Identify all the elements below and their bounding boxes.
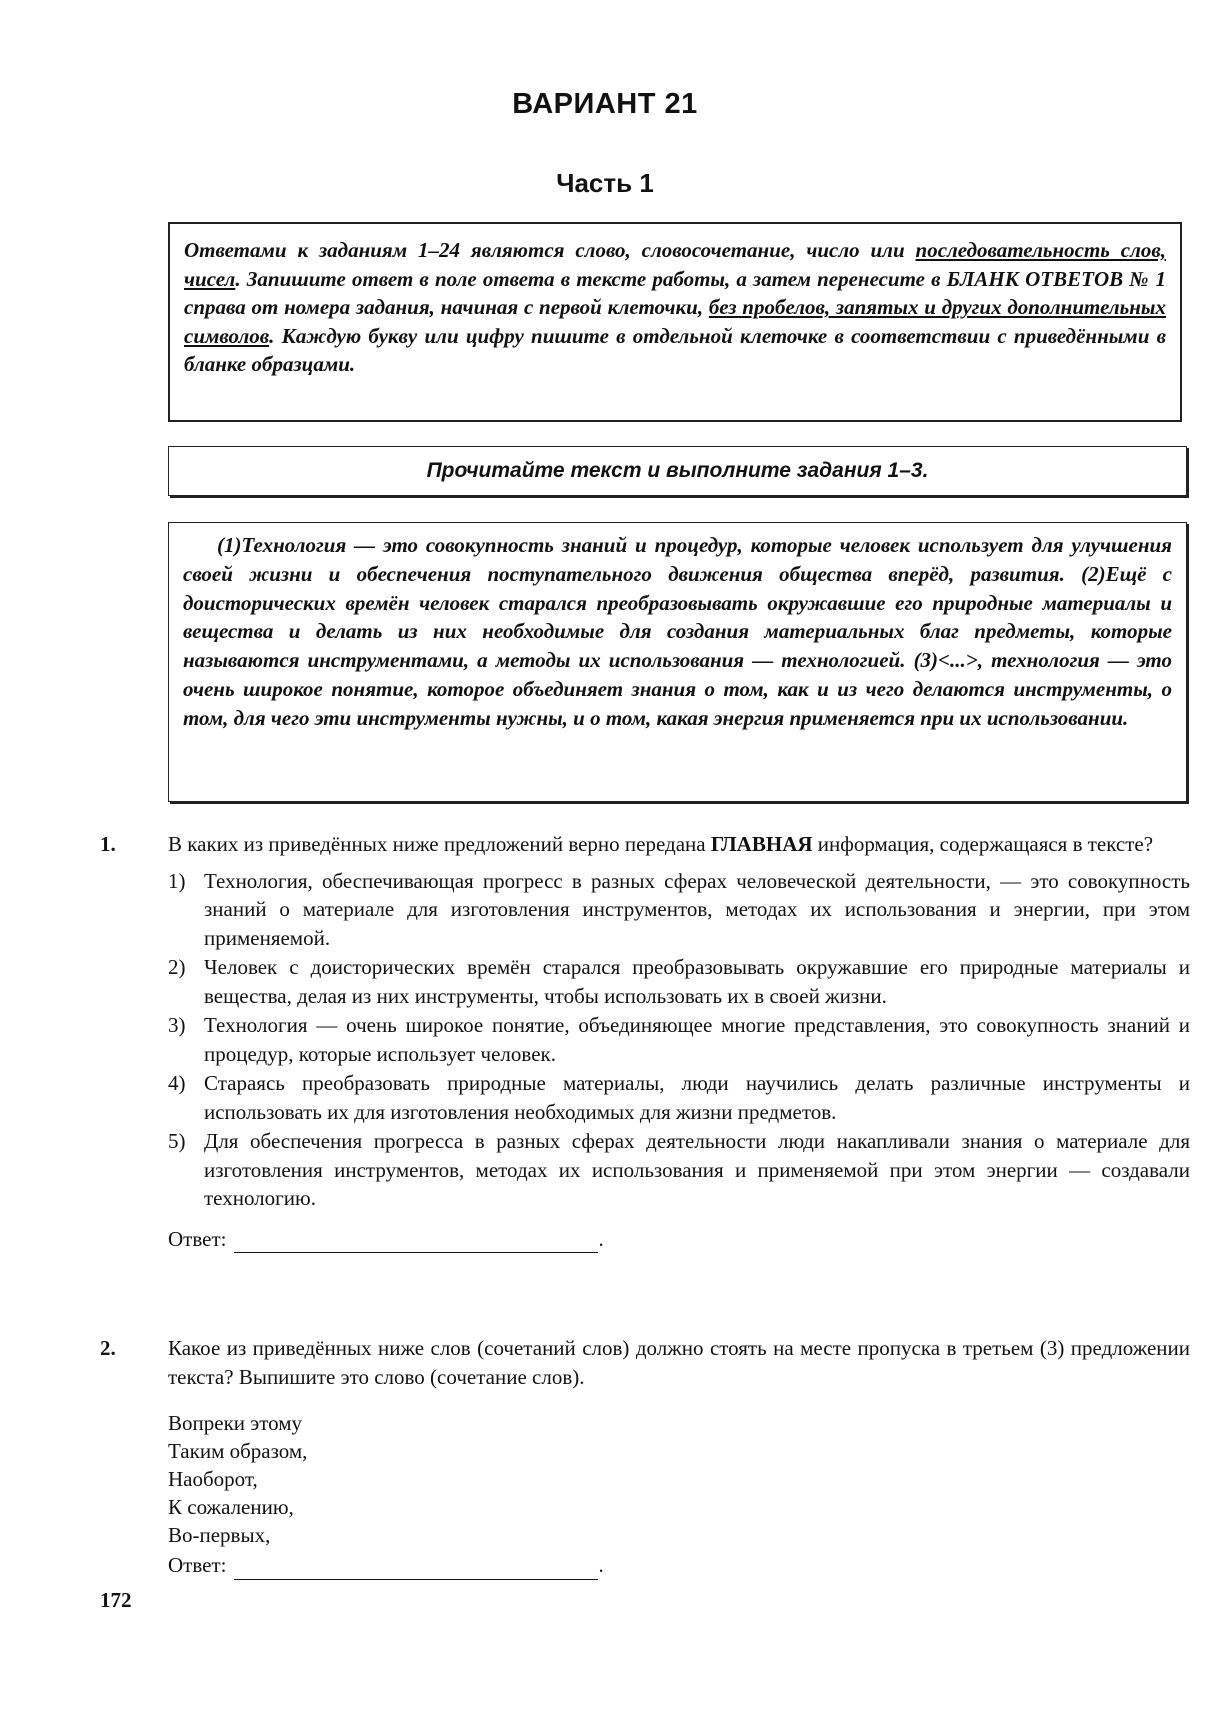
task-2-answer	[168, 1551, 1190, 1580]
task-1-option	[168, 1011, 1190, 1068]
option-text: Стараясь преобразовать природные материалы, люди научились делать различные инструменты и использовать их для изготовления необходимых для жизни предметов.	[204, 1071, 1190, 1124]
option-text: Человек с доисторических времён старался преобразовывать окружавшие его природные материалы и вещества, делая из них инструменты, чтобы использовать их в своей жизни.	[204, 955, 1190, 1008]
answer-period: .	[598, 1553, 604, 1577]
word-option: Таким образом,	[168, 1439, 308, 1463]
instructions-text	[184, 236, 1166, 379]
answer-field[interactable]	[234, 1230, 598, 1253]
task-1	[100, 830, 1190, 1253]
task-1-number: 1.	[100, 832, 116, 856]
task-2-words	[168, 1409, 1190, 1549]
task-2-number: 2.	[100, 1336, 116, 1360]
task-2	[100, 1334, 1190, 1580]
instruction-part-3: . Каждую букву или цифру пишите в отдельной клеточке в соответствии с приведёнными в бланке образцами.	[184, 323, 1166, 376]
option-text: Для обеспечения прогресса в разных сферах деятельности люди накапливали знания о материале для изготовления инструментов, методах их использования и применяемой при этом энергии — создавали технологию.	[204, 1129, 1190, 1210]
page-number: 172	[100, 1588, 132, 1612]
option-number: 4)	[168, 1071, 186, 1095]
task-1-option	[168, 1127, 1190, 1213]
option-number: 2)	[168, 955, 186, 979]
read-prompt: Прочитайте текст и выполните задания 1–3.	[426, 459, 929, 482]
answer-label: Ответ:	[168, 1553, 227, 1577]
task-1-question-end: информация, содержащаяся в тексте?	[812, 832, 1154, 856]
instruction-underline-1: последовательность слов, чисел	[184, 238, 1166, 291]
word-option: Наоборот,	[168, 1467, 258, 1491]
instructions-box	[168, 222, 1182, 422]
task-1-question-emphasis: ГЛАВНАЯ	[710, 832, 813, 856]
task-1-question	[168, 830, 1190, 859]
option-text: Технология — очень широкое понятие, объединяющее многие представления, это совокупность знаний и процедур, которые использует человек.	[204, 1013, 1190, 1066]
task-1-option	[168, 867, 1190, 953]
word-option: Во-первых,	[168, 1523, 271, 1547]
part-title: Часть 1	[556, 168, 654, 198]
reading-text-box	[168, 522, 1187, 802]
task-1-option	[168, 953, 1190, 1010]
instruction-part-2: . Запишите ответ в поле ответа в тексте работы, а затем перенесите в БЛАНК ОТВЕТОВ № 1 справа от номера задания, начиная с первой клеточки,	[184, 266, 1166, 319]
task-1-answer	[168, 1225, 1190, 1254]
answer-period: .	[598, 1226, 604, 1251]
answer-field[interactable]	[234, 1557, 598, 1580]
task-1-question-start: В каких из приведённых ниже предложений верно передана	[168, 832, 711, 856]
option-number: 3)	[168, 1013, 186, 1037]
option-number: 5)	[168, 1129, 186, 1153]
instruction-underline-2: без пробелов, запятых и других дополнительных символов	[184, 295, 1166, 348]
word-option: К сожалению,	[168, 1495, 294, 1519]
task-1-options	[168, 867, 1190, 1213]
option-text: Технология, обеспечивающая прогресс в разных сферах человеческой деятельности, — это совокупность знаний о материале для изготовления инструментов, методах их использования и энергии, при этом применяемой.	[204, 868, 1190, 950]
variant-title: ВАРИАНТ 21	[512, 88, 698, 120]
task-2-question: Какое из приведённых ниже слов (сочетаний слов) должно стоять на месте пропуска в третьем (3) предложении текста? Выпишите это слово (сочетание слов).	[168, 1336, 1190, 1389]
read-prompt-box	[168, 446, 1187, 496]
option-number: 1)	[168, 868, 186, 893]
task-1-option	[168, 1069, 1190, 1126]
answer-label: Ответ:	[168, 1226, 227, 1251]
instruction-part-1: Ответами к заданиям 1–24 являются слово, словосочетание, число или	[184, 238, 916, 262]
word-option: Вопреки этому	[168, 1411, 303, 1435]
reading-text: (1)Технология — это совокупность знаний и процедур, которые человек использует для улучшения своей жизни и обеспечения поступательного движения общества вперёд, развития. (2)Ещё с доисторических времён человек старался преобразовывать окружавшие его природные материалы и вещества и делать из них необходимые для создания материальных благ предметы, которые называются инструментами, а методы их использования — технологией. (3)<...>, технология — это очень широкое понятие, которое объединяет знания о том, как и из чего делаются инструменты, о том, для чего эти инструменты нужны, и о том, какая энергия применяется при их использовании.	[183, 533, 1172, 730]
